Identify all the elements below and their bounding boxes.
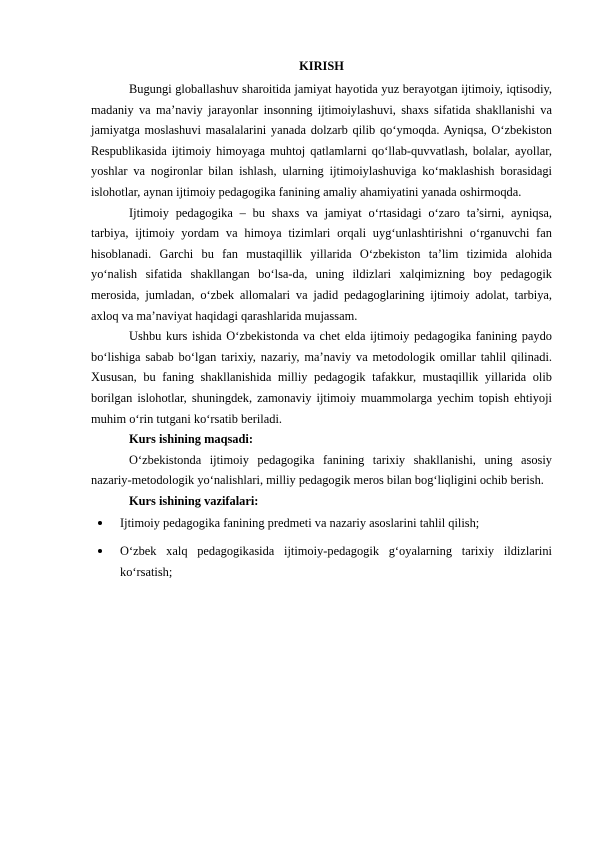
tasks-list <box>91 513 552 582</box>
intro-paragraph-2: Ijtimoiy pedagogika – bu shaxs va jamiyat o‘rtasidagi o‘zaro ta’sirni, ayniqsa, tarbiya, ijtimoiy yordam va himoya tizimlari orqali uyg‘unlashtirishni o‘rganuvchi fan hisoblanadi. Garchi bu fan mustaqillik yillarida O‘zbekiston ta’lim tizimida alohida yo‘nalish sifatida shakllangan bo‘lsa-da, uning ildizlari xalqimizning boy pedagogik merosida, jumladan, o‘zbek allomalari va jadid pedagoglarining ijtimoiy adolat, tarbiya, axloq va ma’naviyat haqidagi qarashlarida mujassam. <box>91 205 552 323</box>
intro-paragraph-1: Bugungi globallashuv sharoitida jamiyat hayotida yuz berayotgan ijtimoiy, iqtisodiy, madaniy va ma’naviy jarayonlar insonning ijtimoiylashuvi, shaxs sifatida shakllanishi va jamiyatga moslashuvi masalalarini yanada dolzarb qilib qo‘ymoqda. Ayniqsa, O‘zbekiston Respublikasida ijtimoiy himoyaga muhtoj qatlamlarni qo‘llab-quvvatlash, bolalar, ayollar, yoshlar va nogironlar bilan ishlash, ularning ijtimoiylashuviga ko‘maklashish borasidagi islohotlar, aynan ijtimoiy pedagogika fanining amaliy ahamiyatini yanada oshirmoqda. <box>91 82 552 199</box>
task-item <box>91 541 552 582</box>
document-body <box>91 55 552 589</box>
bullet-icon <box>98 521 102 525</box>
task-text: O‘zbek xalq pedagogikasida ijtimoiy-pedagogik g‘oyalarning tarixiy ildizlarini ko‘rsatish; <box>120 544 552 579</box>
tasks-heading: Kurs ishining vazifalari: <box>129 493 259 508</box>
purpose-paragraph: O‘zbekistonda ijtimoiy pedagogika fanining tarixiy shakllanishi, uning asosiy nazariy-metodologik yo‘nalishlari, milliy pedagogik meros bilan bog‘liqligini ochib berish. <box>91 452 552 488</box>
task-item <box>91 513 552 534</box>
intro-paragraph-3: Ushbu kurs ishida O‘zbekistonda va chet elda ijtimoiy pedagogika fanining paydo bo‘lishiga sabab bo‘lgan tarixiy, nazariy, ma’naviy va metodologik omillar tahlil qilinadi. Xususan, bu faning shakllanishida milliy pedagogik tafakkur, mustaqillik yillarida olib borilgan islohotlar, shuningdek, zamonaviy ijtimoiy muammolarga yechim topish ehtiyoji muhim o‘rin tutgani ko‘rsatib beriladi. <box>91 329 552 426</box>
document-title: KIRISH <box>299 59 344 73</box>
bullet-icon <box>98 549 102 553</box>
purpose-heading: Kurs ishining maqsadi: <box>129 432 253 447</box>
task-text: Ijtimoiy pedagogika fanining predmeti va nazariy asoslarini tahlil qilish; <box>120 516 480 531</box>
